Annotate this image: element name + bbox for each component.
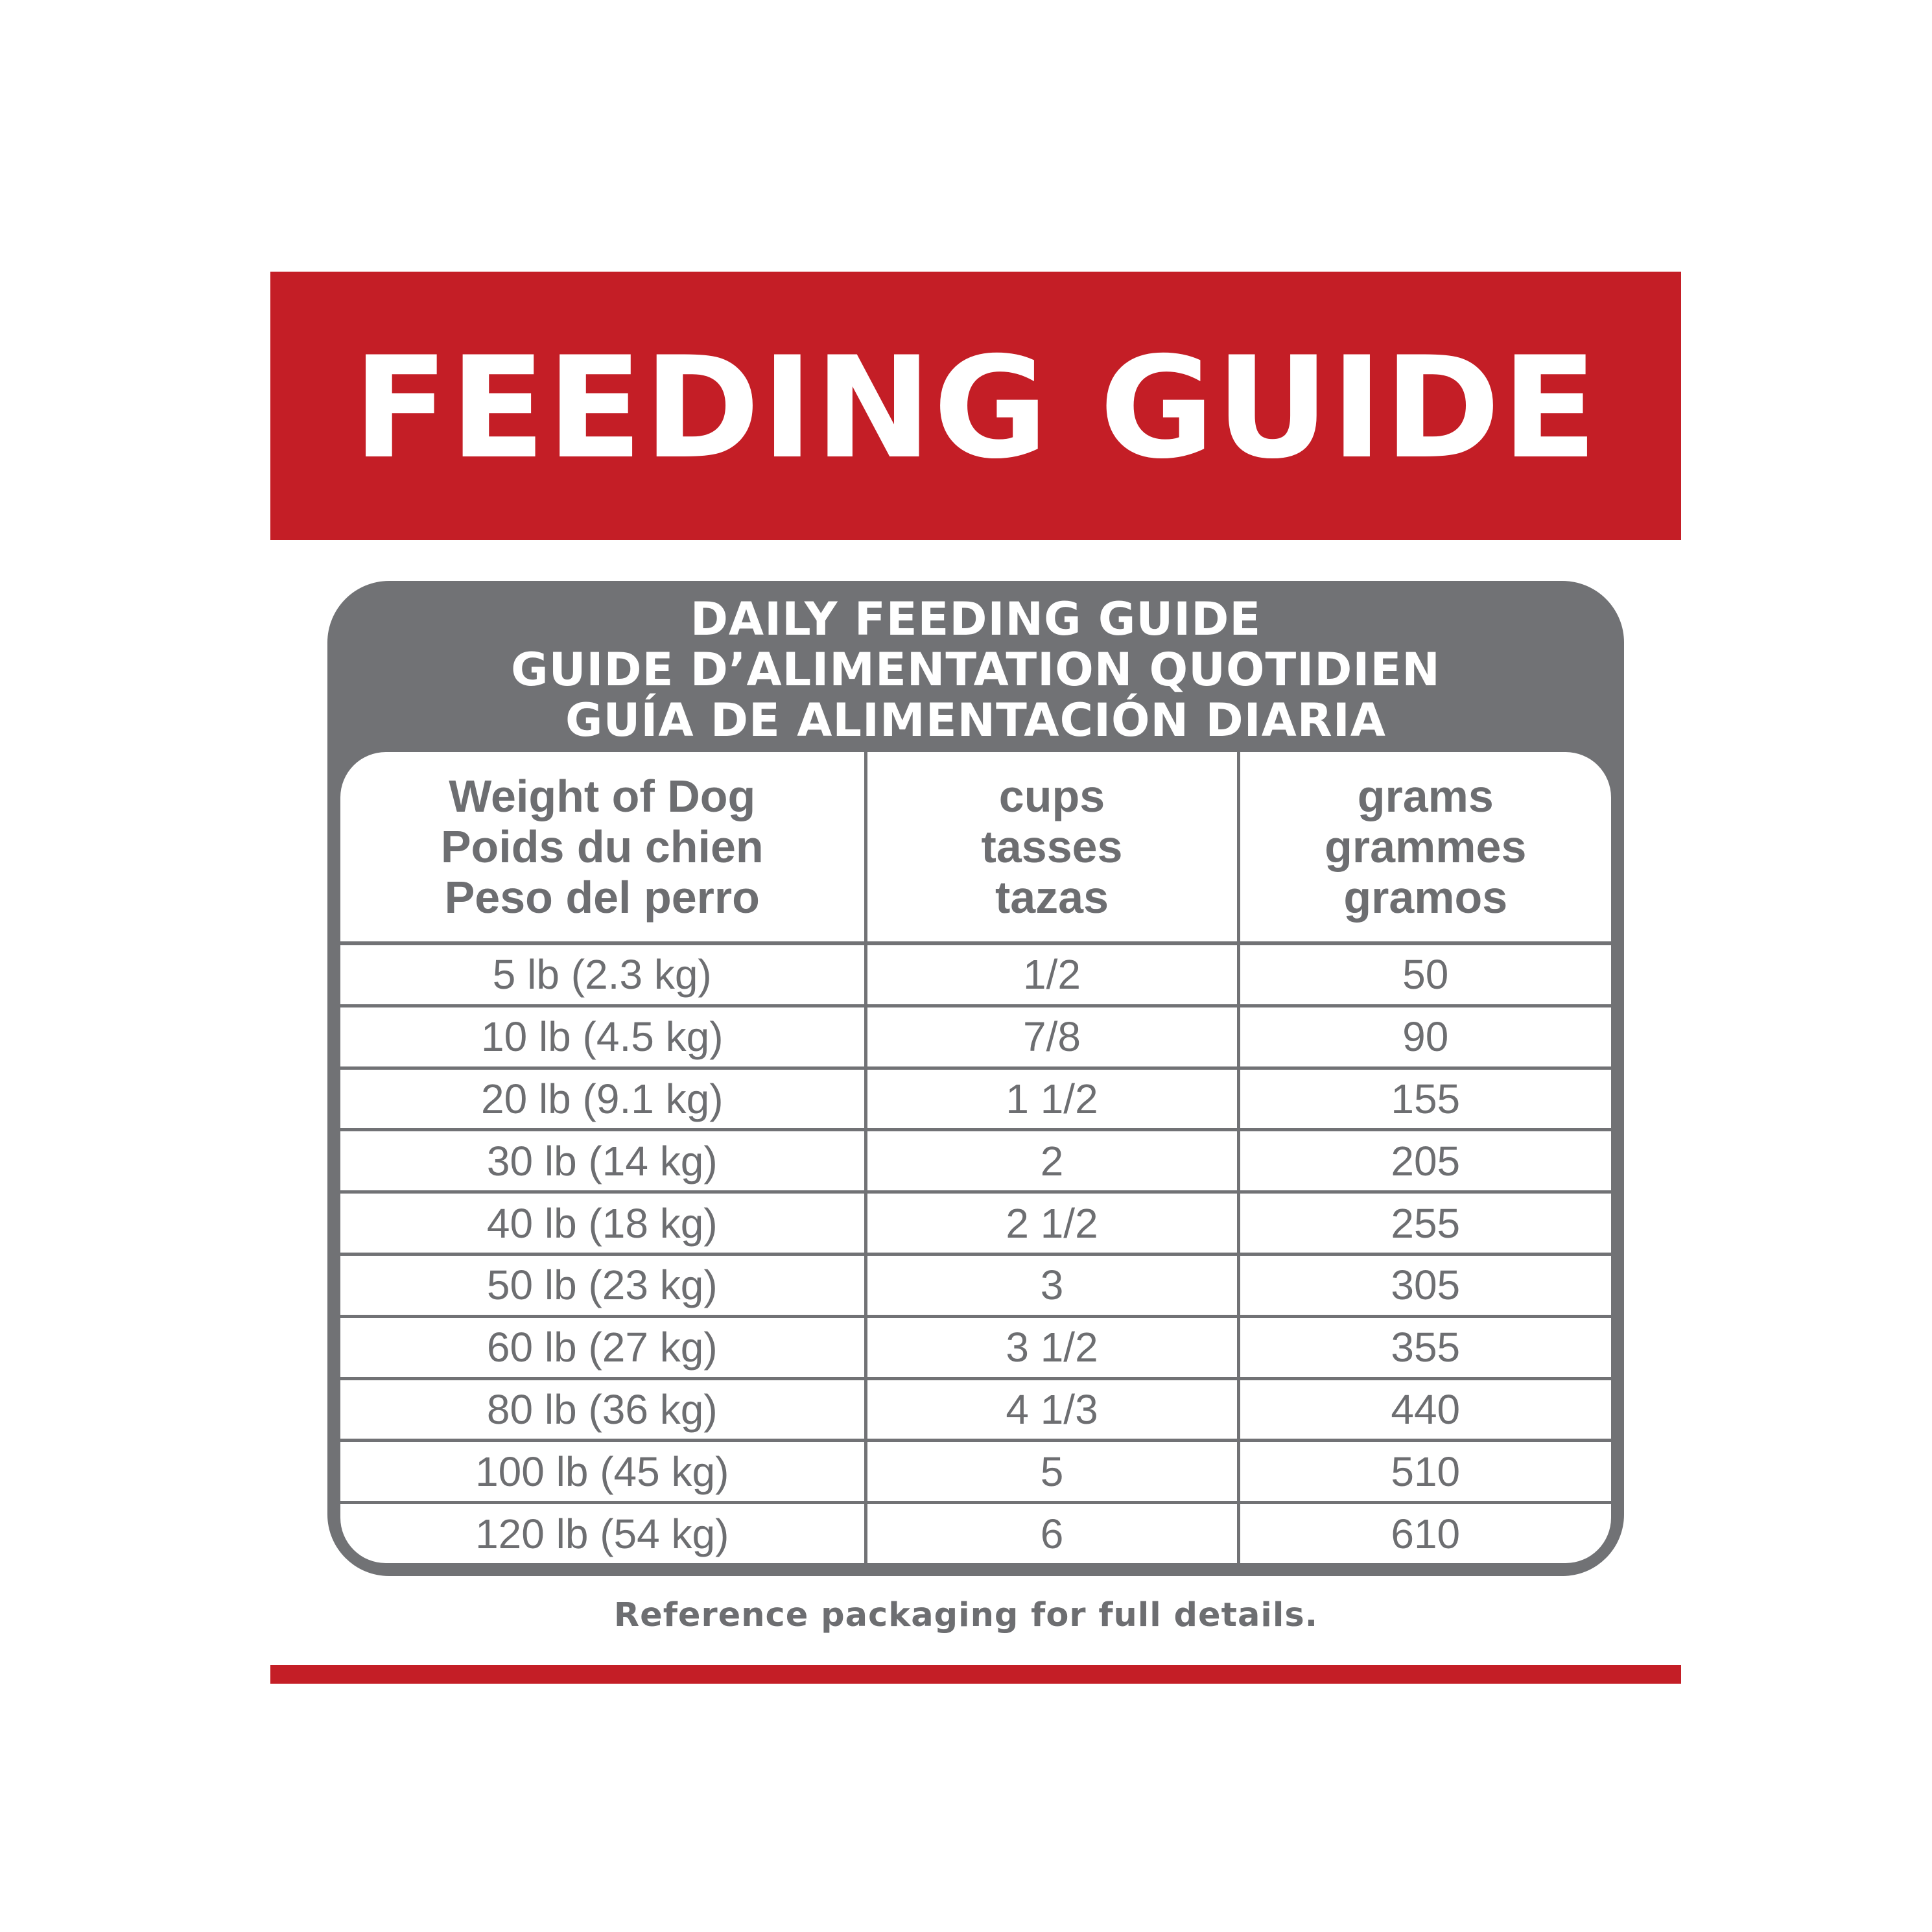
header-weight-fr: Poids du chien [440,821,764,872]
table-row [340,1130,1611,1192]
header-cups-en: cups [998,771,1105,821]
cups-cell: 4 1/3 [866,1378,1238,1441]
weight-cell: 5 lb (2.3 kg) [340,943,866,1006]
cups-cell: 3 1/2 [866,1316,1238,1378]
bottom-red-rule [270,1665,1681,1684]
header-weight-es: Peso del perro [444,872,760,923]
banner-title: FEEDING GUIDE [353,327,1599,489]
weight-cell: 60 lb (27 kg) [340,1316,866,1378]
weight-cell: 40 lb (18 kg) [340,1192,866,1255]
footnote: Reference packaging for full details. [613,1596,1319,1634]
cups-cell: 2 1/2 [866,1192,1238,1255]
table-row [340,1441,1611,1503]
cups-cell: 7/8 [866,1006,1238,1068]
feeding-table [340,752,1611,1563]
table-row [340,1378,1611,1441]
cups-cell: 5 [866,1441,1238,1503]
weight-cell: 20 lb (9.1 kg) [340,1068,866,1130]
header-cups-es: tazas [995,872,1109,923]
heading-english: DAILY FEEDING GUIDE [690,593,1262,646]
table-row [340,1006,1611,1068]
heading-spanish: GUÍA DE ALIMENTACIÓN DIARIA [565,694,1386,747]
feeding-guide-banner [270,272,1681,540]
cups-cell: 2 [866,1130,1238,1192]
grams-cell: 90 [1238,1006,1611,1068]
cups-cell: 6 [866,1503,1238,1563]
panel-heading [327,594,1624,746]
grams-cell: 255 [1238,1192,1611,1255]
weight-cell: 120 lb (54 kg) [340,1503,866,1563]
grams-cell: 205 [1238,1130,1611,1192]
grams-cell: 510 [1238,1441,1611,1503]
header-grams-fr: grammes [1325,821,1527,872]
cups-cell: 3 [866,1254,1238,1316]
cups-cell: 1 1/2 [866,1068,1238,1130]
table-row [340,1316,1611,1378]
weight-cell: 100 lb (45 kg) [340,1441,866,1503]
table-row [340,1503,1611,1563]
header-grams-en: grams [1357,771,1494,821]
header-weight [340,752,866,943]
header-weight-en: Weight of Dog [449,771,756,821]
weight-cell: 30 lb (14 kg) [340,1130,866,1192]
table-header-row [340,752,1611,943]
feeding-table-container [340,752,1611,1563]
table-row [340,1068,1611,1130]
header-grams [1238,752,1611,943]
grams-cell: 155 [1238,1068,1611,1130]
grams-cell: 440 [1238,1378,1611,1441]
header-cups-fr: tasses [981,821,1123,872]
grams-cell: 305 [1238,1254,1611,1316]
table-row [340,943,1611,1006]
weight-cell: 10 lb (4.5 kg) [340,1006,866,1068]
heading-french: GUIDE D’ALIMENTATION QUOTIDIEN [511,643,1441,696]
cups-cell: 1/2 [866,943,1238,1006]
table-row [340,1192,1611,1255]
weight-cell: 50 lb (23 kg) [340,1254,866,1316]
header-grams-es: gramos [1343,872,1508,923]
grams-cell: 610 [1391,1510,1461,1557]
daily-feeding-guide-panel [327,581,1624,1576]
header-cups [866,752,1238,943]
grams-cell: 50 [1238,943,1611,1006]
weight-cell: 80 lb (36 kg) [340,1378,866,1441]
grams-cell: 355 [1238,1316,1611,1378]
table-row [340,1254,1611,1316]
